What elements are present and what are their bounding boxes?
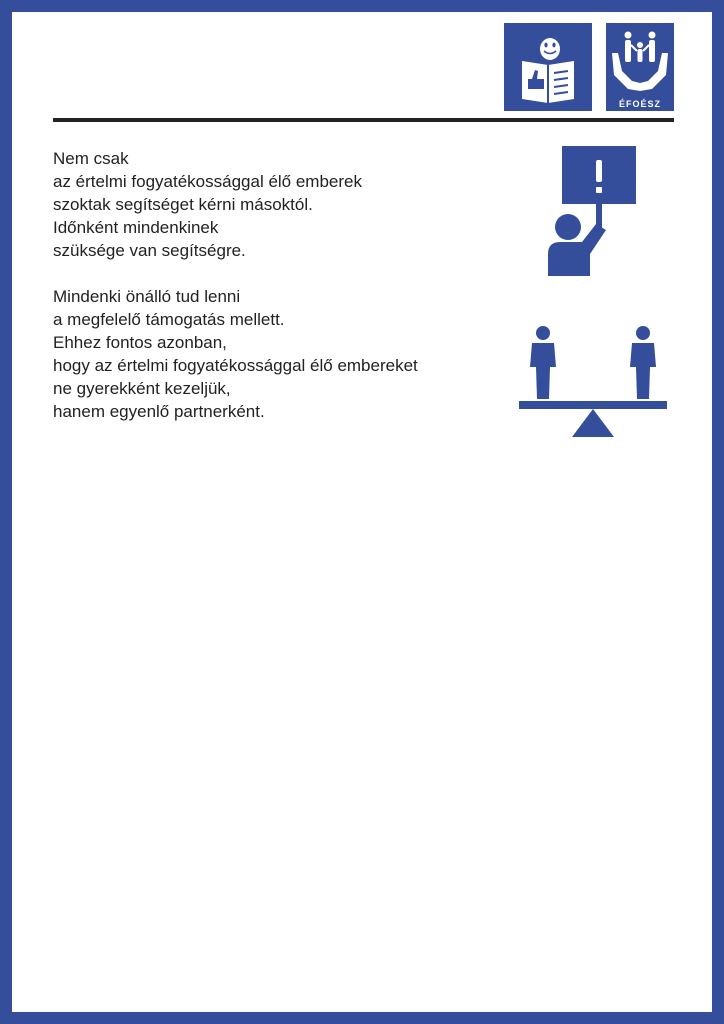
text-line: hanem egyenlő partnerként. bbox=[53, 402, 265, 421]
text-line: ne gyerekként kezeljük, bbox=[53, 379, 231, 398]
easy-to-read-logo bbox=[504, 23, 592, 111]
text-line: Mindenki önálló tud lenni bbox=[53, 287, 241, 306]
family-in-hands-icon bbox=[606, 23, 674, 95]
text-line: szüksége van segítségre. bbox=[53, 241, 246, 260]
equality-scale-icon bbox=[517, 325, 669, 439]
person-reading-thumbs-up-icon bbox=[504, 23, 592, 111]
text-line: a megfelelő támogatás mellett. bbox=[53, 310, 285, 329]
paragraph-equal-partners bbox=[53, 285, 503, 423]
text-line: Időnként mindenkinek bbox=[53, 218, 219, 237]
efoesz-logo-text: ÉFOÉSZ bbox=[618, 99, 661, 109]
header-divider bbox=[53, 118, 674, 122]
paragraph-help-needed bbox=[53, 147, 503, 262]
text-line: Nem csak bbox=[53, 149, 129, 168]
text-line: hogy az értelmi fogyatékossággal élő embereket bbox=[53, 356, 418, 375]
text-line: szoktak segítséget kérni másoktól. bbox=[53, 195, 313, 214]
text-line: az értelmi fogyatékossággal élő emberek bbox=[53, 172, 362, 191]
person-holding-sign-icon bbox=[546, 146, 638, 276]
text-line: Ehhez fontos azonban, bbox=[53, 333, 227, 352]
efoesz-logo bbox=[606, 23, 674, 111]
